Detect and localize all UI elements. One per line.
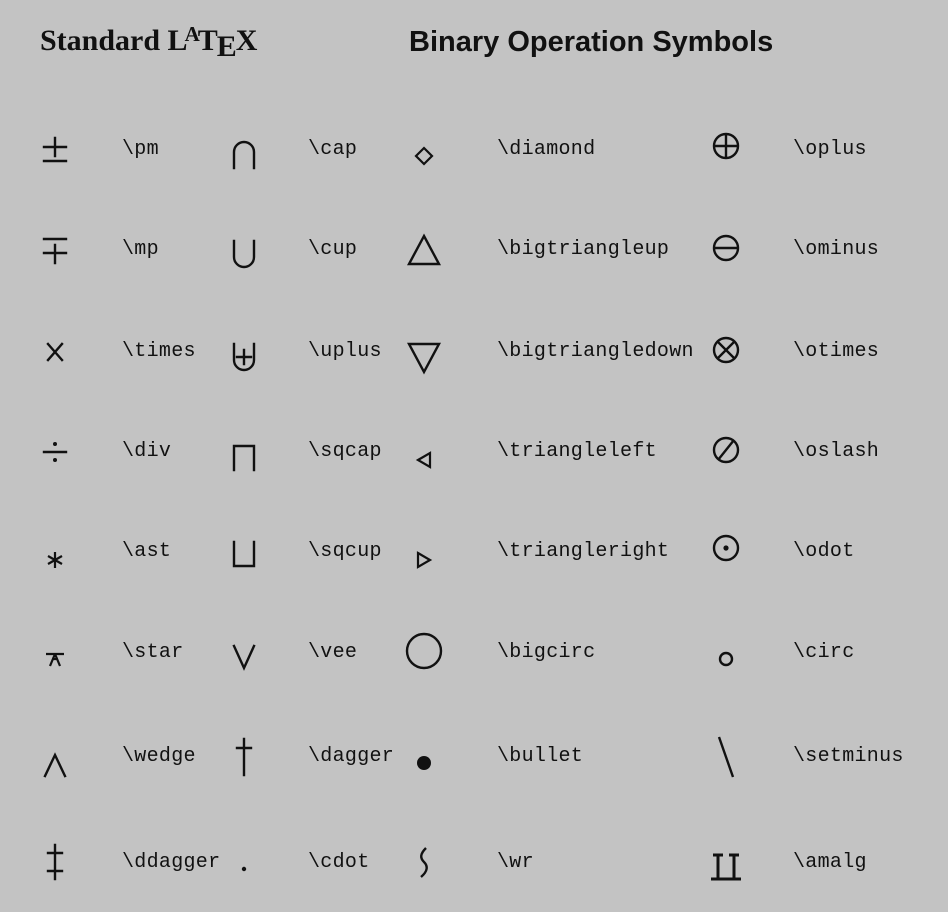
latex-logo-l: L <box>167 24 188 57</box>
command-label: \setminus <box>793 745 904 768</box>
command-label: \bigcirc <box>497 641 596 664</box>
command-label: \div <box>122 440 172 463</box>
dagger-icon <box>224 737 264 777</box>
circled-minus-icon <box>706 230 746 270</box>
uplus-icon <box>224 332 264 372</box>
command-label: \times <box>122 340 196 363</box>
page-subtitle: Binary Operation Symbols <box>409 26 774 58</box>
latex-logo-e: E <box>216 30 237 63</box>
page-title <box>40 22 258 63</box>
command-label: \triangleleft <box>497 440 657 463</box>
command-label: \sqcap <box>308 440 382 463</box>
command-label: \cdot <box>308 851 370 874</box>
big-triangle-down-icon <box>404 332 444 372</box>
command-label: \pm <box>122 138 159 161</box>
latex-logo <box>167 22 258 63</box>
minus-plus-icon <box>35 230 75 270</box>
big-circle-icon <box>404 633 444 673</box>
amalg-icon <box>706 843 746 883</box>
setminus-icon <box>706 737 746 777</box>
command-label: \ddagger <box>122 851 221 874</box>
command-label: \bigtriangledown <box>497 340 694 363</box>
vee-icon <box>224 633 264 673</box>
circled-plus-icon <box>706 130 746 170</box>
command-label: \oplus <box>793 138 867 161</box>
wedge-icon <box>35 737 75 777</box>
command-label: \diamond <box>497 138 596 161</box>
command-label: \bigtriangleup <box>497 238 670 261</box>
circled-slash-icon <box>706 432 746 472</box>
command-label: \sqcup <box>308 540 382 563</box>
command-label: \cup <box>308 238 358 261</box>
command-label: \vee <box>308 641 358 664</box>
diamond-icon <box>404 130 444 170</box>
division-icon <box>35 432 75 472</box>
wreath-icon <box>404 843 444 883</box>
center-dot-icon <box>224 843 264 883</box>
command-label: \wr <box>497 851 534 874</box>
command-label: \circ <box>793 641 855 664</box>
times-icon <box>35 332 75 372</box>
big-triangle-up-icon <box>404 230 444 270</box>
command-label: \ast <box>122 540 172 563</box>
square-cap-icon <box>224 432 264 472</box>
latex-logo-a: A <box>184 22 200 46</box>
double-dagger-icon <box>35 843 75 883</box>
triangle-right-icon <box>404 532 444 572</box>
bullet-icon <box>404 737 444 777</box>
circled-dot-icon <box>706 532 746 572</box>
cup-icon <box>224 230 264 270</box>
asterisk-icon <box>35 532 75 572</box>
command-label: \wedge <box>122 745 196 768</box>
title-prefix: Standard <box>40 24 168 57</box>
triangle-left-icon <box>404 432 444 472</box>
latex-logo-x: X <box>235 24 258 57</box>
small-circle-icon <box>706 633 746 673</box>
command-label: \uplus <box>308 340 382 363</box>
command-label: \triangleright <box>497 540 670 563</box>
command-label: \star <box>122 641 184 664</box>
command-label: \mp <box>122 238 159 261</box>
plus-minus-icon <box>35 130 75 170</box>
command-label: \bullet <box>497 745 584 768</box>
cap-icon <box>224 130 264 170</box>
command-label: \dagger <box>308 745 395 768</box>
command-label: \cap <box>308 138 358 161</box>
square-cup-icon <box>224 532 264 572</box>
command-label: \oslash <box>793 440 880 463</box>
command-label: \odot <box>793 540 855 563</box>
command-label: \amalg <box>793 851 867 874</box>
command-label: \ominus <box>793 238 880 261</box>
star-icon <box>35 633 75 673</box>
circled-times-icon <box>706 332 746 372</box>
latex-logo-t: T <box>197 24 218 57</box>
command-label: \otimes <box>793 340 880 363</box>
